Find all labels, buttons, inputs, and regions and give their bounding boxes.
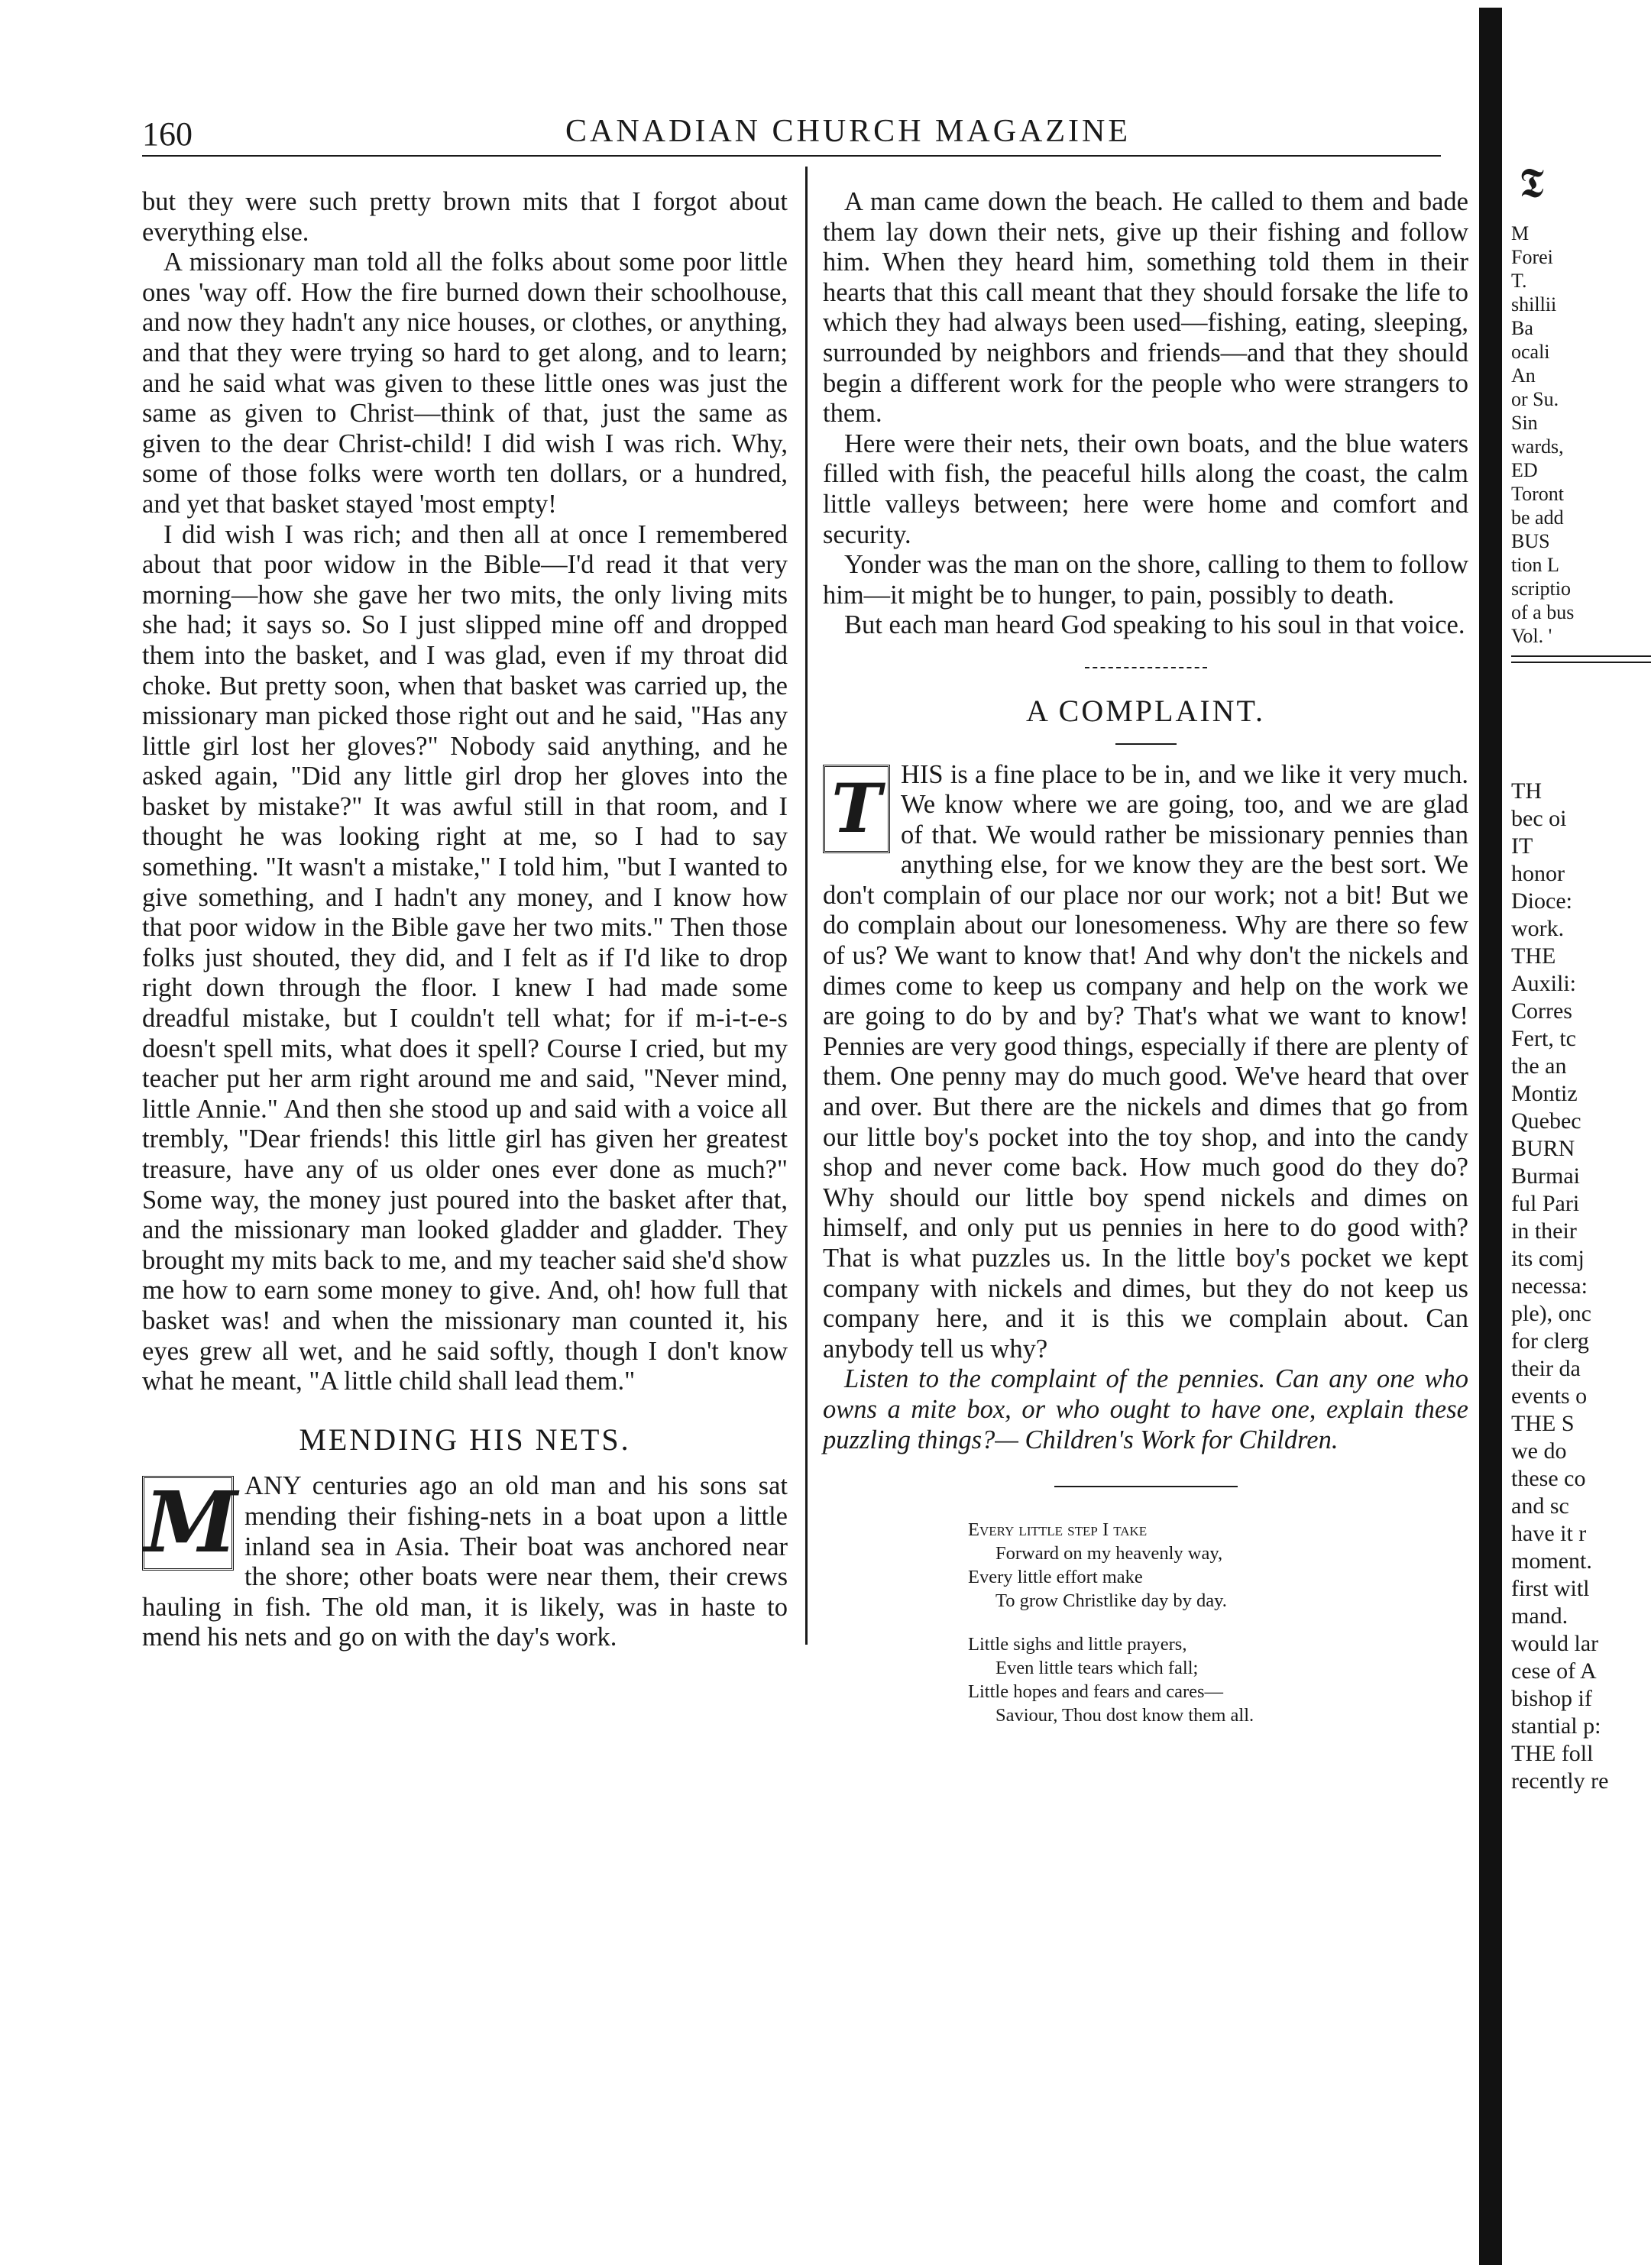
adjacent-text-fragment: mand.	[1511, 1603, 1568, 1629]
poem-line: Every little effort make	[968, 1567, 1143, 1588]
poem-line: Saviour, Thou dost know them all.	[995, 1705, 1254, 1726]
adjacent-text-fragment: ED	[1511, 459, 1538, 481]
paragraph: but they were such pretty brown mits that I forgot about everything else.	[142, 187, 788, 247]
adjacent-text-fragment: shillii	[1511, 293, 1557, 315]
adjacent-text-fragment: would lar	[1511, 1631, 1599, 1656]
adjacent-text-fragment: An	[1511, 364, 1536, 387]
adjacent-text-fragment: work.	[1511, 916, 1565, 941]
adjacent-text-fragment: ocali	[1511, 341, 1550, 363]
adjacent-text-fragment: its comj	[1511, 1246, 1585, 1271]
page-number: 160	[142, 115, 193, 153]
running-head: CANADIAN CHURCH MAGAZINE	[565, 114, 1131, 149]
adjacent-text-fragment: Montiz	[1511, 1081, 1578, 1106]
left-column	[142, 187, 788, 1653]
adjacent-page-fragment	[1511, 130, 1651, 2192]
adjacent-text-fragment: moment.	[1511, 1548, 1592, 1574]
adjacent-text-fragment: Corres	[1511, 998, 1572, 1024]
article-title-a-complaint: A COMPLAINT.	[1025, 693, 1266, 728]
article-body: ANY centuries ago an old man and his sons sat mending their fishing-nets in a boat upon a little inland sea in Asia. Their boat was anchored near the shore; other boats were near them, their crews hauling in fish. The old man, it is likely, was in haste to mend his nets and go on with the day's work.	[142, 1471, 788, 1652]
adjacent-text-fragment: THE	[1511, 943, 1556, 969]
adjacent-text-fragment: ful Pari	[1511, 1191, 1580, 1216]
adjacent-text-fragment: Ba	[1511, 317, 1533, 339]
adjacent-text-fragment: T.	[1511, 270, 1527, 292]
adjacent-text-fragment: tion L	[1511, 554, 1559, 576]
adjacent-text-fragment: bec oi	[1511, 806, 1567, 831]
adjacent-text-fragment: the an	[1511, 1053, 1567, 1079]
adjacent-text-fragment: we do	[1511, 1438, 1567, 1464]
paragraph: Here were their nets, their own boats, and the blue waters filled with fish, the peaceful hills along the coast, the calm little valleys between; here were home and comfort and security.	[823, 429, 1468, 549]
article-body: HIS is a fine place to be in, and we like it very much. We know where we are going, too, and we are glad of that. We would rather be missionary pennies than anything else, for we know they are the best sort. We don't complain of our place nor our work; not a bit! But we do complain about our lonesomeness. Why are there so few of us? We want to know that! And why don't the nickels and dimes come to keep us company and help on the work we are going to do by and by? That's what we want to know! Pennies are very good things, especially if there are plenty of them. One penny may do much good. We've heard that over and over. But there are the nickels and dimes that go from our little boy's pocket into the toy shop, and into the candy shop and never come back. How much good do they do? Why should our little boy spend nickels and dimes on himself, and only put us pennies in here to do good with? That is what puzzles us. In the little boy's pocket we kept company with nickels and dimes, but they do not keep us company here, and it is this we complain about. Can anybody tell us why?	[823, 759, 1468, 1364]
adjacent-text-fragment: for clerg	[1511, 1328, 1589, 1354]
adjacent-text-fragment: stantial p:	[1511, 1713, 1601, 1739]
adjacent-text-fragment: events o	[1511, 1383, 1588, 1409]
adjacent-text-fragment: ple), onc	[1511, 1301, 1591, 1326]
poem-line: Every little step I take	[968, 1519, 1148, 1541]
adjacent-text-fragment: Forei	[1511, 246, 1553, 268]
poem-line: Little sighs and little prayers,	[968, 1634, 1187, 1655]
adjacent-text-fragment: or Su.	[1511, 388, 1559, 410]
poem	[968, 1518, 1468, 1727]
article-title-mending-his-nets: MENDING HIS NETS.	[299, 1422, 631, 1457]
ornamental-initial-m-icon: M	[142, 1476, 234, 1571]
section-separator	[1054, 1486, 1238, 1487]
adjacent-text-fragment: Dioce:	[1511, 888, 1572, 914]
section-separator	[1085, 667, 1207, 668]
adjacent-text-fragment: have it r	[1511, 1521, 1587, 1546]
adjacent-text-fragment: scriptio	[1511, 578, 1571, 600]
adjacent-text-fragment: M	[1511, 222, 1530, 244]
adjacent-text-fragment: recently re	[1511, 1768, 1609, 1794]
adjacent-text-fragment: of a bus	[1511, 601, 1575, 623]
adjacent-text-fragment: IT	[1511, 833, 1533, 859]
binding-gutter-strip	[1479, 8, 1502, 2265]
poem-line: Little hopes and fears and cares—	[968, 1681, 1224, 1703]
poem-line: To grow Christlike day by day.	[995, 1590, 1227, 1612]
closing-paragraph	[823, 1364, 1468, 1455]
adjacent-text-fragment: Burmai	[1511, 1163, 1580, 1189]
source-credit: Children's Work for Children.	[1025, 1425, 1339, 1454]
paragraph: Yonder was the man on the shore, calling to them to follow him—it might be to hunger, to pain, possibly to death.	[823, 550, 1468, 610]
title-underline	[1115, 743, 1177, 745]
adjacent-text-fragment: first witl	[1511, 1576, 1590, 1601]
adjacent-text-fragment: and sc	[1511, 1493, 1569, 1519]
poem-line: Forward on my heavenly way,	[995, 1543, 1223, 1564]
adjacent-text-fragment: TH	[1511, 778, 1542, 804]
adjacent-blackletter-initial: 𝕿	[1519, 160, 1545, 206]
adjacent-text-fragment: bishop if	[1511, 1686, 1592, 1711]
header-rule	[142, 155, 1441, 157]
paragraph: A missionary man told all the folks about some poor little ones 'way off. How the fire burned down their schoolhouse, and now they hadn't any nice houses, or clothes, or anything, and that they were trying so hard to get along, and to learn; and he said what was given to these little ones was just the same as given to Christ—think of that, just the same as given to the dear Christ-child! I did wish I was rich. Why, some of those folks were worth ten dollars, or a hundred, and yet that basket stayed 'most empty!	[142, 248, 788, 519]
adjacent-text-fragment: their da	[1511, 1356, 1581, 1381]
ornamental-initial-t-icon: T	[823, 765, 890, 853]
poem-line: Even little tears which fall;	[995, 1658, 1199, 1679]
paragraph: I did wish I was rich; and then all at once I remembered about that poor widow in the Bible—I'd read it that very morning—how she gave her two mits, the only living mits she had; it says so. So I just slipped mine off and dropped them into the basket, and I was glad, even if my throat did choke. But pretty soon, when that basket was carried up, the missionary man picked those right out and he said, "Has any little girl lost her gloves?" Nobody said anything, and he asked again, "Did any little girl drop her gloves into the basket by mistake?" It was awful still in that room, and I thought he was looking right at me, so I had to say something. "It wasn't a mistake," I told him, "but I wanted to give something, and I hadn't any money, and I know how that poor widow in the Bible gave her two mits." Then those folks just shouted, they did, and I felt as if I'd like to drop right down through the floor. I knew I had made some dreadful mistake, but I couldn't tell what; for if m-i-t-e-s doesn't spell mits, what does it spell? Course I cried, but my teacher put her arm right around me and said, "Never mind, little Annie." And then she stood up and said with a voice all trembly, "Dear friends! this little girl has given her greatest treasure, have any of us older ones ever done as much?" Some way, the money just poured into the basket after that, and the missionary man looked gladder and gladder. They brought my mits back to me, and my teacher said she'd show me how to earn some money to give. And, oh! how full that basket was! and when the missionary man counted it, his eyes grew all wet, and he said softly, though I don't know what he meant, "A little child shall lead them."	[142, 519, 788, 1396]
adjacent-text-fragment: these co	[1511, 1466, 1586, 1491]
adjacent-text-fragment: BUS	[1511, 530, 1550, 552]
adjacent-text-fragment: in their	[1511, 1218, 1577, 1244]
adjacent-text-fragment: THE foll	[1511, 1741, 1594, 1766]
adjacent-text-fragment: THE S	[1511, 1411, 1575, 1436]
adjacent-text-fragment: necessa:	[1511, 1273, 1588, 1299]
closing-text: Listen to the complaint of the pennies. Can any one who owns a mite box, or who ought to have one, explain these puzzling things?—	[823, 1364, 1468, 1454]
adjacent-text-fragment: Vol. '	[1511, 625, 1552, 647]
poem-stanza	[968, 1632, 1468, 1727]
poem-stanza	[968, 1518, 1468, 1613]
right-column	[823, 187, 1468, 1747]
paragraph: A man came down the beach. He called to them and bade them lay down their nets, give up their fishing and follow him. When they heard him, something told them in their hearts that this call meant that they should forsake the life to which they had always been used—fishing, eating, sleeping, surrounded by neighbors and friends—and that they should begin a different work for the people who were strangers to them.	[823, 187, 1468, 429]
adjacent-text-fragment: Toront	[1511, 483, 1564, 505]
adjacent-text-fragment: BURN	[1511, 1136, 1575, 1161]
adjacent-fragments-top	[1511, 222, 1651, 648]
adjacent-text-fragment: honor	[1511, 861, 1565, 886]
adjacent-text-fragment: wards,	[1511, 435, 1564, 458]
column-divider	[805, 167, 808, 1645]
adjacent-fragments-bottom	[1511, 778, 1651, 1795]
paragraph: But each man heard God speaking to his soul in that voice.	[844, 610, 1465, 640]
adjacent-text-fragment: Fert, tc	[1511, 1026, 1576, 1051]
adjacent-text-fragment: cese of A	[1511, 1658, 1597, 1684]
adjacent-text-fragment: Sin	[1511, 412, 1538, 434]
adjacent-rule	[1511, 655, 1651, 663]
adjacent-text-fragment: Quebec	[1511, 1108, 1581, 1134]
adjacent-text-fragment: be add	[1511, 506, 1564, 529]
adjacent-text-fragment: Auxili:	[1511, 971, 1577, 996]
